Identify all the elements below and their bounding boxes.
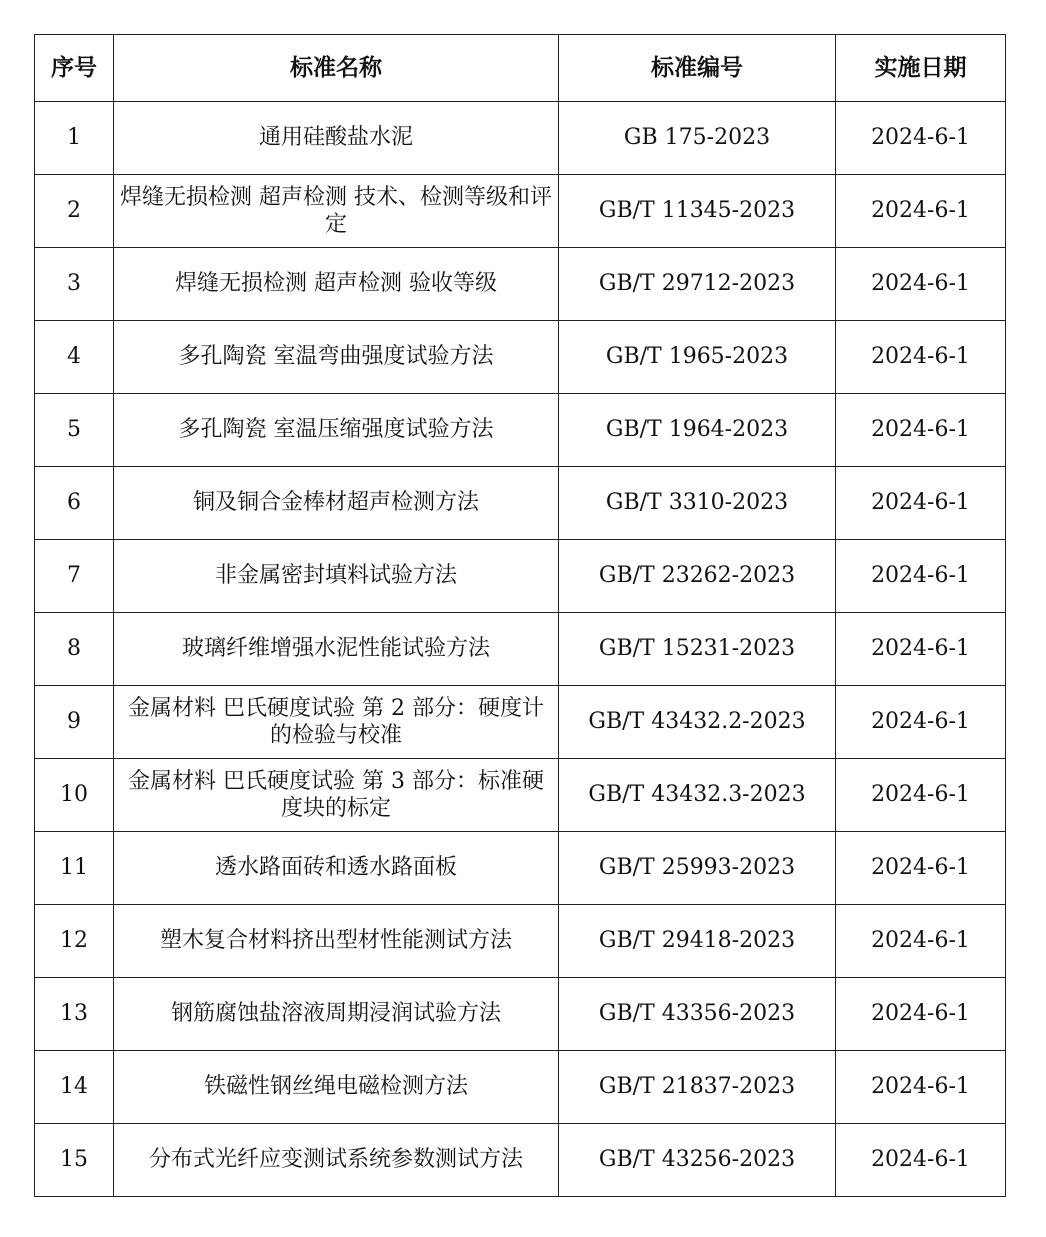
serial-cell: 15 [35,1124,114,1197]
effective-date-cell: 2024-6-1 [836,321,1006,394]
effective-date-cell: 2024-6-1 [836,613,1006,686]
effective-date-cell: 2024-6-1 [836,1124,1006,1197]
table-row [35,394,1006,467]
effective-date-cell: 2024-6-1 [836,905,1006,978]
serial-cell: 1 [35,102,114,175]
standard-name-cell: 塑木复合材料挤出型材性能测试方法 [114,905,559,978]
table-row [35,175,1006,248]
standard-name-cell: 多孔陶瓷 室温压缩强度试验方法 [114,394,559,467]
standard-code-cell: GB/T 1964-2023 [559,394,836,467]
standard-code-cell: GB/T 29418-2023 [559,905,836,978]
table-row [35,1051,1006,1124]
serial-cell: 9 [35,686,114,759]
effective-date-cell: 2024-6-1 [836,978,1006,1051]
standard-name-cell: 焊缝无损检测 超声检测 技术、检测等级和评定 [114,175,559,248]
table-row [35,467,1006,540]
standard-name-cell: 铜及铜合金棒材超声检测方法 [114,467,559,540]
standard-name-cell: 金属材料 巴氏硬度试验 第 3 部分：标准硬度块的标定 [114,759,559,832]
serial-cell: 3 [35,248,114,321]
effective-date-cell: 2024-6-1 [836,540,1006,613]
standard-code-cell: GB/T 25993-2023 [559,832,836,905]
standard-name-cell: 金属材料 巴氏硬度试验 第 2 部分：硬度计的检验与校准 [114,686,559,759]
table-row [35,832,1006,905]
standard-code-cell: GB/T 11345-2023 [559,175,836,248]
effective-date-cell: 2024-6-1 [836,102,1006,175]
standard-name-cell: 钢筋腐蚀盐溶液周期浸润试验方法 [114,978,559,1051]
serial-cell: 11 [35,832,114,905]
standard-name-cell: 铁磁性钢丝绳电磁检测方法 [114,1051,559,1124]
effective-date-cell: 2024-6-1 [836,175,1006,248]
standard-name-cell: 通用硅酸盐水泥 [114,102,559,175]
table-row [35,321,1006,394]
standard-code-cell: GB/T 21837-2023 [559,1051,836,1124]
header-standard-name: 标准名称 [114,35,559,102]
header-effective-date: 实施日期 [836,35,1006,102]
serial-cell: 7 [35,540,114,613]
standard-name-cell: 焊缝无损检测 超声检测 验收等级 [114,248,559,321]
standard-code-cell: GB 175-2023 [559,102,836,175]
table-row [35,905,1006,978]
standard-name-cell: 多孔陶瓷 室温弯曲强度试验方法 [114,321,559,394]
header-standard-code: 标准编号 [559,35,836,102]
serial-cell: 14 [35,1051,114,1124]
standard-name-cell: 非金属密封填料试验方法 [114,540,559,613]
standards-table [34,34,1006,1197]
effective-date-cell: 2024-6-1 [836,1051,1006,1124]
standard-name-cell: 玻璃纤维增强水泥性能试验方法 [114,613,559,686]
serial-cell: 2 [35,175,114,248]
serial-cell: 5 [35,394,114,467]
effective-date-cell: 2024-6-1 [836,467,1006,540]
table-row [35,978,1006,1051]
standard-code-cell: GB/T 23262-2023 [559,540,836,613]
standard-code-cell: GB/T 15231-2023 [559,613,836,686]
standard-code-cell: GB/T 43256-2023 [559,1124,836,1197]
table-row [35,759,1006,832]
standard-name-cell: 分布式光纤应变测试系统参数测试方法 [114,1124,559,1197]
serial-cell: 4 [35,321,114,394]
effective-date-cell: 2024-6-1 [836,759,1006,832]
table-row [35,686,1006,759]
table-row [35,613,1006,686]
serial-cell: 13 [35,978,114,1051]
standard-code-cell: GB/T 43356-2023 [559,978,836,1051]
effective-date-cell: 2024-6-1 [836,686,1006,759]
header-serial: 序号 [35,35,114,102]
table-body [35,102,1006,1197]
standard-name-cell: 透水路面砖和透水路面板 [114,832,559,905]
header-row [35,35,1006,102]
standard-code-cell: GB/T 29712-2023 [559,248,836,321]
table-row [35,248,1006,321]
standard-code-cell: GB/T 43432.2-2023 [559,686,836,759]
serial-cell: 12 [35,905,114,978]
standard-code-cell: GB/T 3310-2023 [559,467,836,540]
effective-date-cell: 2024-6-1 [836,248,1006,321]
table-row [35,540,1006,613]
standard-code-cell: GB/T 43432.3-2023 [559,759,836,832]
serial-cell: 6 [35,467,114,540]
serial-cell: 8 [35,613,114,686]
serial-cell: 10 [35,759,114,832]
table-row [35,102,1006,175]
effective-date-cell: 2024-6-1 [836,832,1006,905]
standard-code-cell: GB/T 1965-2023 [559,321,836,394]
effective-date-cell: 2024-6-1 [836,394,1006,467]
table-row [35,1124,1006,1197]
